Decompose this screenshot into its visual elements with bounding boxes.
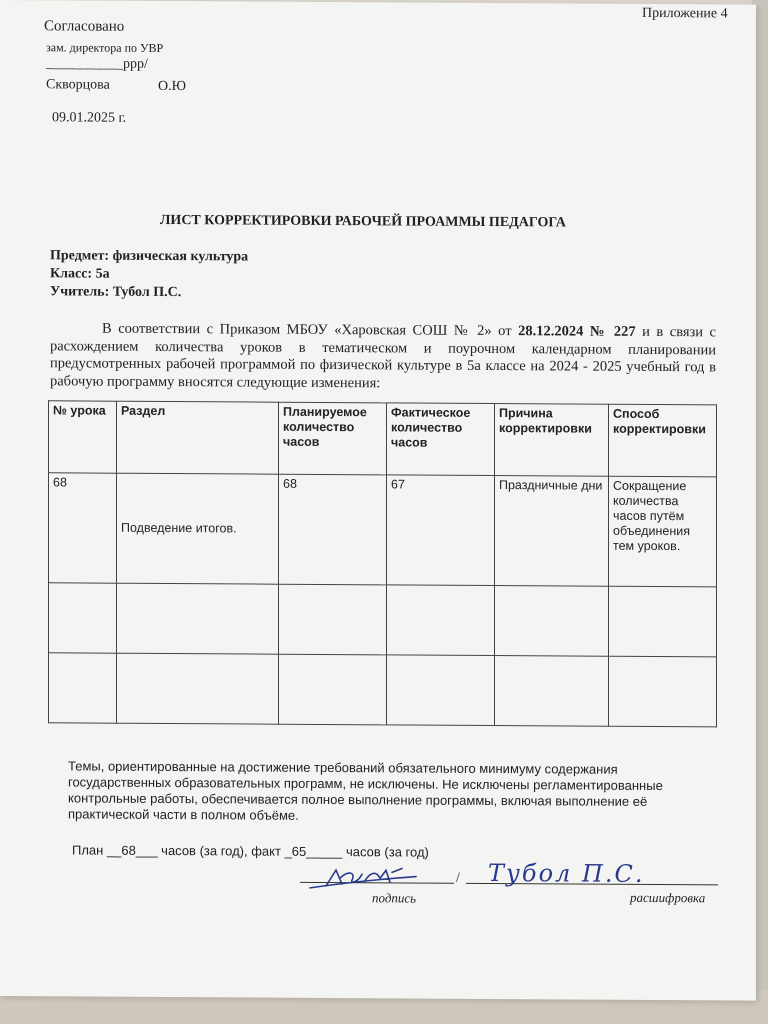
cell-reason	[495, 586, 609, 657]
header-section: Раздел	[117, 401, 279, 474]
cell-method	[609, 586, 717, 657]
cell-section	[117, 583, 279, 654]
header-method: Способ корректировки	[609, 404, 717, 477]
appendix-label: Приложение 4	[642, 5, 728, 22]
decoding-label: расшифровка	[630, 889, 706, 906]
approval-date: 09.01.2025 г.	[52, 110, 127, 126]
signature-separator: /	[456, 870, 460, 886]
corrections-table	[48, 400, 717, 727]
cell-planned-hours: 68	[279, 474, 387, 585]
teacher-line: Учитель: Тубол П.С.	[50, 284, 182, 301]
handwritten-decoding: Тубол П.С.	[488, 858, 645, 888]
cell-lesson-number: 68	[49, 473, 117, 583]
intro-paragraph	[50, 320, 716, 394]
intro-part3: и в связи с расхождением количества уроков в тематическом и поурочном календарном планировании предусмотренных рабочей программой по физической культуре в 5а классе на 2024 - 2025 учебный год в рабочую программу вносятся следующие изменения:	[50, 323, 716, 391]
intro-part1: В соответствии с Приказом МБОУ «Харовская СОШ № 2» от	[102, 320, 519, 340]
cell-method	[609, 656, 717, 727]
cell-reason: Праздничные дни	[495, 476, 609, 587]
cell-method: Сокращение количества часов путём объединения тем уроков.	[609, 476, 717, 587]
cell-reason	[495, 656, 609, 727]
table-row	[49, 653, 717, 727]
approval-agreed: Согласовано	[44, 18, 125, 35]
cell-lesson-number	[49, 583, 117, 653]
intro-order-date: 28.12.2024	[518, 323, 584, 340]
intro-order-number: № 227	[589, 323, 636, 340]
cell-section	[117, 473, 279, 584]
table-row	[49, 473, 717, 587]
approval-sign-line: ___________ррр/	[46, 56, 148, 72]
cell-actual-hours	[387, 585, 495, 656]
table-header-row	[49, 401, 717, 477]
cell-lesson-number	[49, 653, 117, 723]
document-title: ЛИСТ КОРРЕКТИРОВКИ РАБОЧЕЙ ПРОАММЫ ПЕДАГОГА	[160, 212, 566, 231]
handwritten-signature	[306, 860, 436, 897]
header-reason: Причина корректировки	[495, 404, 609, 477]
cell-section	[117, 653, 279, 724]
class-line: Класс: 5а	[50, 266, 110, 282]
cell-actual-hours	[387, 655, 495, 726]
approval-position: зам. директора по УВР	[46, 40, 164, 55]
header-planned-hours: Планируемое количество часов	[279, 402, 387, 475]
topics-paragraph: Темы, ориентированные на достижение требований обязательного минимуму содержания государственных образовательных программ, не исключены. Не исключены регламентированные контрольные работы, обеспечивается полное выполнение программы, включая выполнение её практической части в полном объёме.	[68, 758, 663, 823]
cell-section-text: Подведение итогов.	[121, 520, 237, 536]
table-row	[49, 583, 717, 657]
cell-planned-hours	[279, 654, 387, 725]
plan-line: План __68___ часов (за год), факт _65_____ часов (за год)	[72, 842, 429, 860]
cell-actual-hours: 67	[387, 475, 495, 586]
header-lesson-number: № урока	[49, 401, 117, 473]
approval-name: Скворцова	[46, 77, 110, 93]
subject-line: Предмет: физическая культура	[50, 248, 249, 265]
signature-label: подпись	[372, 890, 417, 906]
cell-planned-hours	[279, 584, 387, 655]
header-actual-hours: Фактическое количество часов	[387, 403, 495, 476]
approval-initials: О.Ю	[158, 78, 186, 95]
